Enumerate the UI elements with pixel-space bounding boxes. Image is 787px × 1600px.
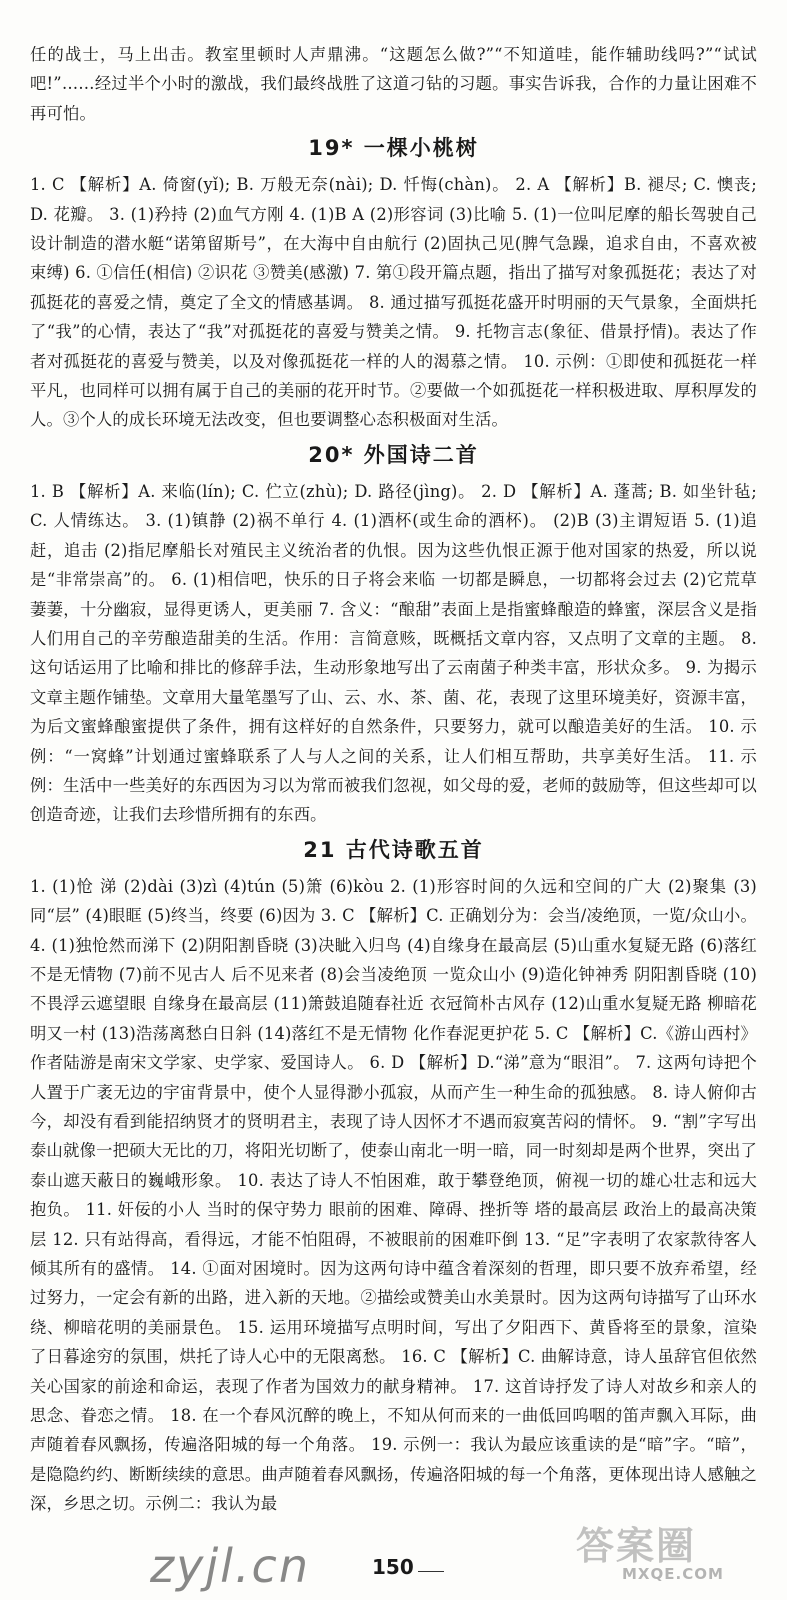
- watermark-right-url: MXQE.COM: [622, 1565, 724, 1583]
- section-heading: 19* 一棵小桃树: [308, 136, 479, 161]
- answer-paragraph: 1. (1)怆 涕 (2)dài (3)zì (4)tún (5)箫 (6)kòu 2. (1)形容时间的久远和空间的广大 (2)聚集 (3)同“层” (4)眼眶 (5)终当，终要 (6)因为 3. C 【解析】C. 正确划分为：会当/凌绝顶，一览/众山小。 4. (1)独怆然而涕下 (2)阴阳割昏晓 (3)决眦入归鸟 (4)自缘身在最高层 (5)山重水复疑无路 (6)落红不是无情物 (7)前不见古人 后不见来者 (8)会当凌绝顶 一览众山小 (9)造化钟神秀 阴阳割昏晓 (10)不畏浮云遮望眼 自缘身在最高层 (11)箫鼓追随春社近 衣冠简朴古风存 (12)山重水复疑无路 柳暗花明又一村 (13)浩荡离愁白日斜 (14)落红不是无情物 化作春泥更护花 5. C 【解析】C.《游山西村》作者陆游是南宋文学家、史学家、爱国诗人。 6. D 【解析】D.“涕”意为“眼泪”。 7. 这两句诗把个人置于广袤无边的宇宙背景中，使个人显得渺小孤寂，从而产生一种生命的孤独感。 8. 诗人俯仰古今，却没有看到能招纳贤才的贤明君主，表现了诗人因怀才不遇而寂寞苦闷的情怀。 9. “割”字写出泰山就像一把硕大无比的刀，将阳光切断了，使泰山南北一明一暗，同一时刻却是两个世界，突出了泰山遮天蔽日的巍峨形象。 10. 表达了诗人不怕困难，敢于攀登绝顶，俯视一切的雄心壮志和远大抱负。 11. 奸佞的小人 当时的保守势力 眼前的困难、障碍、挫折等 塔的最高层 政治上的最高决策层 12. 只有站得高，看得远，才能不怕阻碍，不被眼前的困难吓倒 13. “足”字表明了农家款待客人倾其所有的盛情。 14. ①面对困境时。因为这两句诗中蕴含着深刻的哲理，即只要不放弃希望，经过努力，一定会有新的出路，进入新的天地。②描绘或赞美山水美景时。因为这两句诗描写了山环水绕、柳暗花明的美丽景色。 15. 运用环境描写点明时间，写出了夕阳西下、黄昏将至的景象，渲染了日暮途穷的氛围，烘托了诗人心中的无限离愁。 16. C 【解析】C. 曲解诗意，诗人虽辞官但依然关心国家的前途和命运，表现了作者为国效力的献身精神。 17. 这首诗抒发了诗人对故乡和亲人的思念、眷恋之情。 18. 在一个春风沉醉的晚上，不知从何而来的一曲低回呜咽的笛声飘入耳际，曲声随着春风飘扬，传遍洛阳城的每一个角落。 19. 示例一：我认为最应该重读的是“暗”字。“暗”，是隐隐约约、断断续续的意思。曲声随着春风飘扬，传遍洛阳城的每一个角落，更体现出诗人感触之深，乡思之切。示例二：我认为最: [30, 876, 757, 1514]
- answer-paragraph: 1. C 【解析】A. 倚窗(yǐ); B. 万般无奈(nài); D. 忏悔(chàn)。 2. A 【解析】B. 褪尽; C. 懊丧; D. 花瓣。 3. (1)矜持 (2)血气方刚 4. (1)B A (2)形容词 (3)比喻 5. (1)一位叫尼摩的船长驾驶自己设计制造的潜水艇“诺第留斯号”，在大海中自由航行 (2)固执己见(脾气急躁，追求自由，不喜欢被束缚) 6. ①信任(相信) ②识花 ③赞美(感激) 7. 第①段开篇点题，指出了描写对象孤挺花；表达了对孤挺花的喜爱之情，奠定了全文的情感基调。 8. 通过描写孤挺花盛开时明丽的天气景象，全面烘托了“我”的心情，表达了“我”对孤挺花的喜爱与赞美之情。 9. 托物言志(象征、借景抒情)。表达了作者对孤挺花的喜爱与赞美，以及对像孤挺花一样的人的渴慕之情。 10. 示例：①即使和孤挺花一样平凡，也同样可以拥有属于自己的美丽的花开时节。②要做一个如孤挺花一样积极进取、厚积厚发的人。③个人的成长环境无法改变，但也要调整心态积极面对生活。: [30, 175, 757, 430]
- page-number-dash: [418, 1571, 444, 1572]
- watermark-left: zyjl.cn: [150, 1539, 310, 1593]
- section-21: [30, 834, 757, 1519]
- page-footer: [0, 1524, 787, 1593]
- section-heading: 20* 外国诗二首: [308, 442, 479, 467]
- section-heading: 21 古代诗歌五首: [303, 837, 484, 862]
- body-paragraph: 任的战士，马上出击。教室里顿时人声鼎沸。“这题怎么做?”“不知道哇，能作辅助线吗?”“试试吧!”……经过半个小时的激战，我们最终战胜了这道刁钻的习题。事实告诉我，合作的力量让困难不再可怕。: [30, 45, 757, 123]
- watermark-right: [566, 1513, 766, 1593]
- page-content: [30, 40, 757, 1519]
- answer-paragraph: 1. B 【解析】A. 来临(lín); C. 伫立(zhù); D. 路径(jìng)。 2. D 【解析】A. 蓬蒿; B. 如坐针毡; C. 人情练达。 3. (1)镇静 (2)祸不单行 4. (1)酒杯(或生命的酒杯)。 (2)B (3)主谓短语 5. (1)追赶，追击 (2)指尼摩船长对殖民主义统治者的仇恨。因为这些仇恨正源于他对国家的热爱，所以说是“非常崇高”的。 6. (1)相信吧，快乐的日子将会来临 一切都是瞬息，一切都将会过去 (2)它荒草萋萋，十分幽寂，显得更诱人，更美丽 7. 含义：“酿甜”表面上是指蜜蜂酿造的蜂蜜，深层含义是指人们用自己的辛劳酿造甜美的生活。作用：言简意赅，既概括文章内容，又点明了文章的主题。 8. 这句话运用了比喻和排比的修辞手法，生动形象地写出了云南菌子种类丰富，形状众多。 9. 为揭示文章主题作铺垫。文章用大量笔墨写了山、云、水、茶、菌、花，表现了这里环境美好，资源丰富，为后文蜜蜂酿蜜提供了条件，拥有这样好的自然条件，只要努力，就可以酿造美好的生活。 10. 示例：“一窝蜂”计划通过蜜蜂联系了人与人之间的关系，让人们相互帮助，共享美好生活。 11. 示例：生活中一些美好的东西因为习以为常而被我们忽视，如父母的爱，老师的鼓励等，但这些却可以创造奇迹，让我们去珍惜所拥有的东西。: [30, 481, 757, 825]
- section-20: [30, 439, 757, 830]
- watermark-right-title: 答案圈: [576, 1524, 697, 1568]
- page-number: 150: [372, 1555, 414, 1579]
- section-19: [30, 132, 757, 435]
